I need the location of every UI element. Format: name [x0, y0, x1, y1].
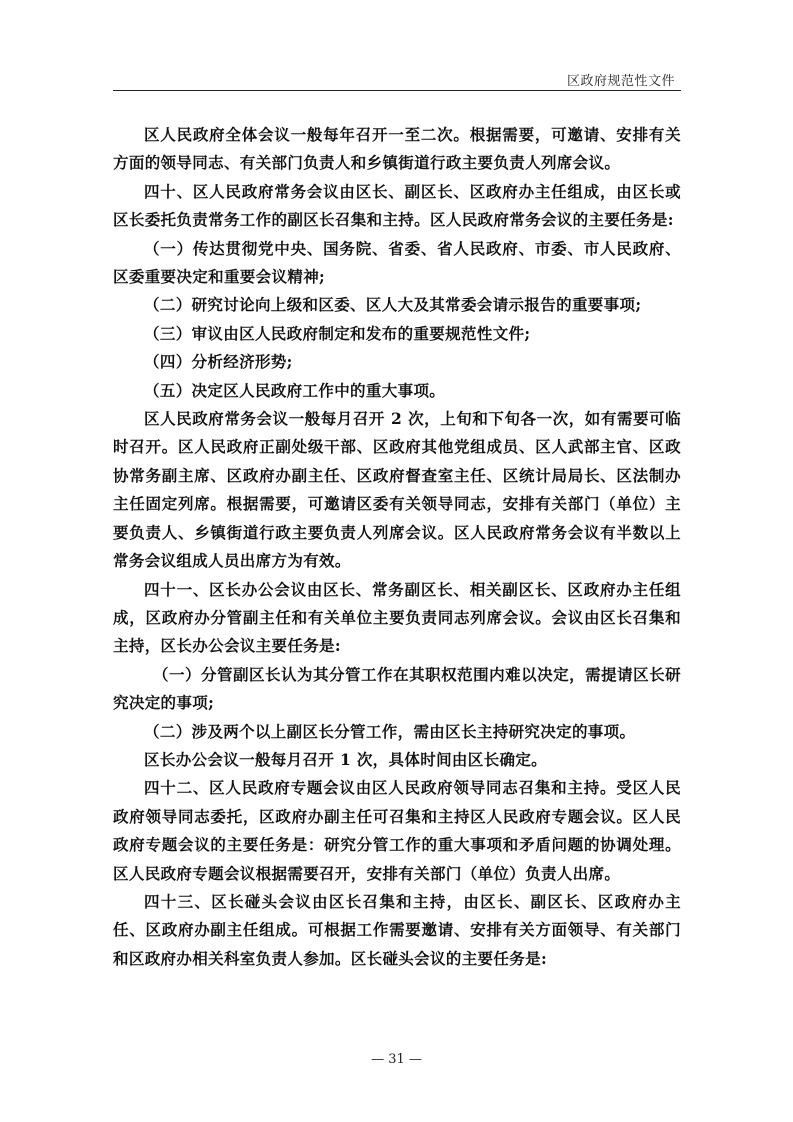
paragraph-article-40-item-1: （一）传达贯彻党中央、国务院、省委、省人民政府、市委、市人民政府、区委重要决定和重要会议精神;	[113, 238, 681, 287]
paragraph-article-40-item-3: （三）审议由区人民政府制定和发布的重要规范性文件;	[144, 323, 531, 343]
paragraph-article-41-item-1: （一）分管副区长认为其分管工作在其职权范围内难以决定，需提请区长研究决定的事项;	[113, 664, 681, 713]
paragraph-article-43: 四十三、区长碰头会议由区长召集和主持，由区长、副区长、区政府办主任、区政府办副主任组成。可根据工作需要邀请、安排有关方面领导、有关部门和区政府办相关科室负责人参加。区长碰头会议的主要任务是:	[113, 891, 681, 968]
paragraph-standing-meeting-schedule: 区人民政府常务会议一般每月召开 2 次，上旬和下旬各一次，如有需要可临时召开。区人民政府正副处级干部、区政府其他党组成员、区人武部主官、区政协常务副主席、区政府办副主任、区政府督查室主任、区统计局局长、区法制办主任固定列席。根据需要，可邀请区委有关领导同志，安排有关部门（单位）主要负责人、乡镇街道行政主要负责人列席会议。区人民政府常务会议有半数以上常务会议组成人员出席方为有效。	[113, 409, 681, 571]
paragraph-article-41-item-2: （二）涉及两个以上副区长分管工作，需由区长主持研究决定的事项。	[144, 721, 636, 741]
paragraph-article-41: 四十一、区长办公会议由区长、常务副区长、相关副区长、区政府办主任组成，区政府办分管副主任和有关单位主要负责同志列席会议。会议由区长召集和主持，区长办公会议主要任务是:	[113, 579, 681, 656]
paragraph-article-40-item-2: （二）研究讨论向上级和区委、区人大及其常委会请示报告的重要事项;	[144, 295, 642, 315]
paragraph-article-40-item-5: （五）决定区人民政府工作中的重大事项。	[144, 380, 446, 400]
document-body	[113, 121, 681, 973]
document-header-title: 区政府规范性文件	[566, 74, 675, 89]
header-divider	[113, 90, 681, 91]
paragraph-article-42: 四十二、区人民政府专题会议由区人民政府领导同志召集和主持。受区人民政府领导同志委托，区政府办副主任可召集和主持区人民政府专题会议。区人民政府专题会议的主要任务是：研究分管工作的重大事项和矛盾问题的协调处理。区人民政府专题会议根据需要召开，安排有关部门（单位）负责人出席。	[113, 778, 681, 883]
paragraph-mayor-office-meeting-schedule: 区长办公会议一般每月召开 1 次，具体时间由区长确定。	[144, 749, 548, 769]
page-number: — 31 —	[371, 1052, 422, 1067]
paragraph-article-40: 四十、区人民政府常务会议由区长、副区长、区政府办主任组成，由区长或区长委托负责常务工作的副区长召集和主持。区人民政府常务会议的主要任务是:	[113, 181, 681, 230]
paragraph-plenary-meeting: 区人民政府全体会议一般每年召开一至二次。根据需要，可邀请、安排有关方面的领导同志、有关部门负责人和乡镇街道行政主要负责人列席会议。	[113, 125, 681, 173]
paragraph-article-40-item-4: （四）分析经济形势;	[144, 352, 293, 372]
